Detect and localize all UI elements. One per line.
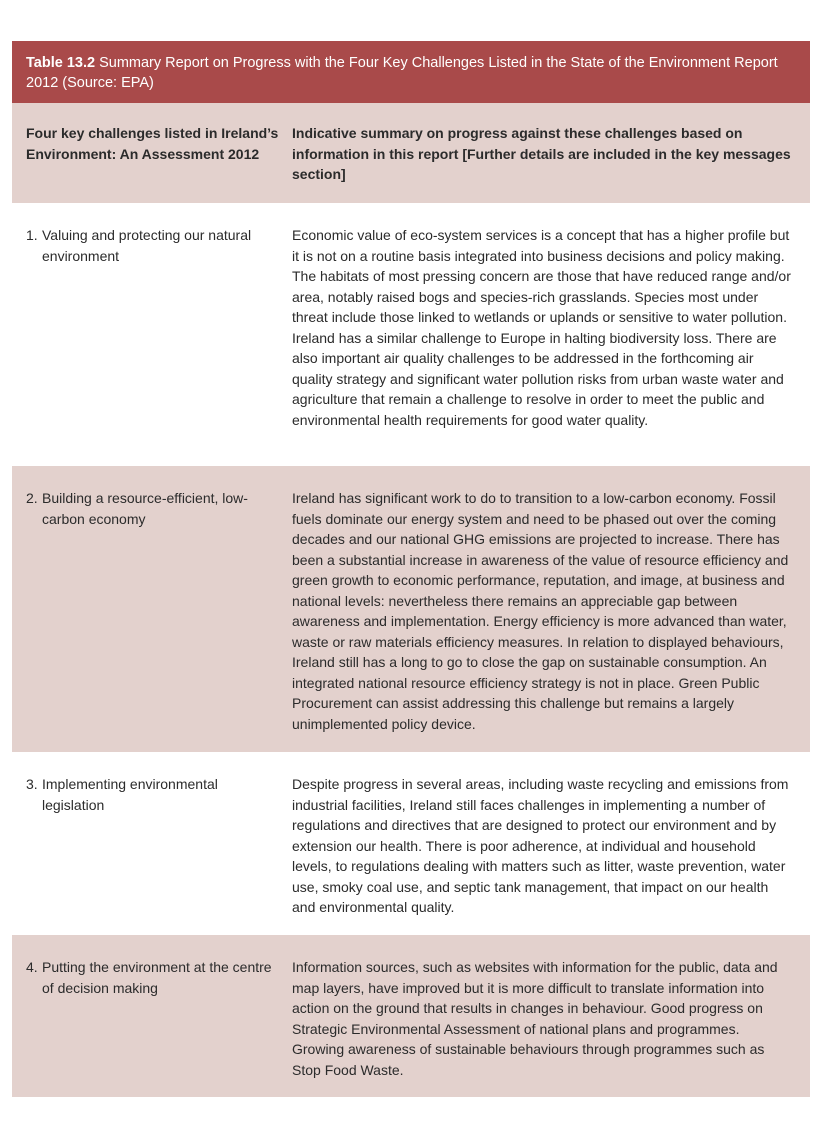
challenge-cell (12, 774, 292, 935)
caption-label: Table 13.2 (26, 55, 96, 71)
summary-cell: Information sources, such as websites with information for the public, data and map layers, have improved but it is more difficult to translate information into action on the ground that results in changes in behaviour. Good progress on Strategic Environmental Assessment of national plans and programmes. Growing awareness of sustainable behaviours through programmes such as Stop Food Waste. (292, 959, 778, 1078)
row-number: 4. (26, 959, 38, 975)
challenge-cell (12, 225, 292, 466)
challenge-text: Implementing environmental legislation (42, 776, 218, 813)
summary-cell: Ireland has significant work to do to transition to a low-carbon economy. Fossil fuels dominate our energy system and need to be phased out over the coming decades and our national GHG emissions are projected to increase. There has been a substantial increase in awareness of the value of resource efficiency and green growth to economic performance, reputation, and image, at business and national levels: nevertheless there remains an appreciable gap between awareness and implementation. Energy efficiency is more advanced than water, waste or raw materials efficiency measures. In relation to displayed behaviours, Ireland still has a long to go to close the gap on sustainable consumption. An integrated national resource efficiency strategy is not in place. Green Public Procurement can assist addressing this challenge but remains a largely unimplemented policy device. (292, 490, 789, 732)
challenge-cell (12, 957, 292, 1097)
summary-table (12, 41, 810, 1097)
challenge-text: Valuing and protecting our natural environment (42, 227, 252, 264)
row-number: 3. (26, 776, 38, 792)
challenge-text: Building a resource-efficient, low-carbon economy (42, 490, 248, 527)
table-row (12, 935, 810, 1097)
summary-cell: Economic value of eco-system services is a concept that has a higher profile but it is not on a routine basis integrated into business decisions and policy making. The habitats of most pressing concern are those that have reduced range and/or area, notably raised bogs and species-rich grasslands. Species most under threat include those linked to wetlands or uplands or sensitive to water pollution. Ireland has a similar challenge to Europe in halting biodiversity loss. There are also important air quality challenges to be addressed in the forthcoming air quality strategy and significant water pollution risks from urban waste water and agriculture that remain a challenge to resolve in order to meet the public and environmental health requirements for good water quality. (292, 227, 791, 428)
header-summary: Indicative summary on progress against these challenges based on information in this report [Further details are included in the key messages section] (292, 125, 791, 182)
table-row (12, 203, 810, 466)
challenge-text: Putting the environment at the centre of decision making (42, 959, 272, 996)
row-number: 1. (26, 227, 38, 243)
table-caption (12, 41, 810, 103)
header-challenges: Four key challenges listed in Ireland’s Environment: An Assessment 2012 (26, 125, 279, 162)
summary-cell: Despite progress in several areas, including waste recycling and emissions from industrial facilities, Ireland still faces challenges in implementing a number of regulations and directives that are designed to protect our environment and by extension our health. There is poor adherence, at individual and household levels, to regulations dealing with matters such as litter, waste prevention, water use, smoky coal use, and septic tank management, that impact on our health and environmental quality. (292, 776, 789, 915)
table-header-row (12, 103, 810, 203)
table-row (12, 752, 810, 935)
caption-text: Summary Report on Progress with the Four Key Challenges Listed in the State of the Environment Report 2012 (Source: EPA) (26, 55, 778, 91)
challenge-cell (12, 488, 292, 752)
table-row (12, 466, 810, 752)
row-number: 2. (26, 490, 38, 506)
